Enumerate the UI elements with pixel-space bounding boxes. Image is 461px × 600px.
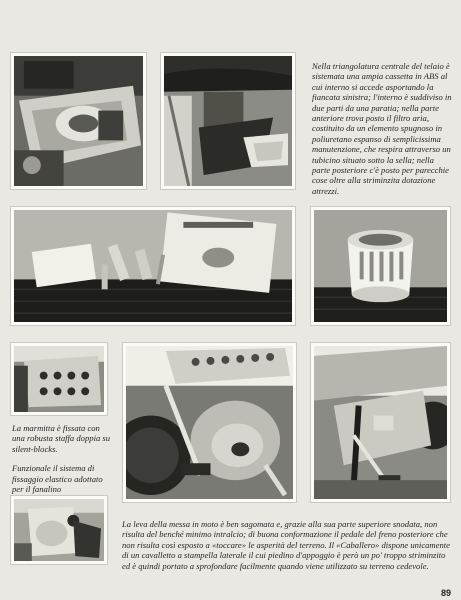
caption-exhaust-taillight [12, 423, 112, 494]
side-stand-image [314, 346, 447, 499]
tools-kit-image [14, 210, 292, 322]
photo-tools-kit [10, 206, 296, 326]
exhaust-bracket-image [14, 346, 104, 412]
photo-kickstart-lever [122, 342, 297, 503]
photo-side-stand [310, 342, 451, 503]
photo-exhaust-bracket [10, 342, 108, 416]
photo-taillight-mount [10, 495, 108, 565]
photo-air-filter [310, 206, 451, 326]
toolbox-open-image [14, 56, 143, 186]
kickstart-lever-image [126, 346, 293, 499]
photo-toolbox-side [160, 52, 296, 190]
taillight-mount-image [14, 499, 104, 561]
toolbox-side-image [164, 56, 292, 186]
air-filter-image [314, 210, 447, 322]
photo-toolbox-open [10, 52, 147, 190]
caption-taillight: Funzionale il sistema di fissaggio elastico adottato per il fanalino [12, 463, 103, 495]
caption-exhaust: La marmitta è fissata con una robusta staffa doppia su silent-blocks. [12, 423, 111, 454]
caption-toolbox: Nella triangolatura centrale del telaio è sistemata una ampia cassetta in ABS al cui interno si accede asportando la fiancata sinistra; l'interno è suddiviso in due parti da una paratia; nella parte anteriore trova posto il filtro aria, costituito da un elemento spugnoso in poliuretano espanso di semplicissima manutenzione, che respira attraverso un tubicino situato sotto la sella; nella parte posteriore c'è posto per parecchie cose oltre alla striminzita dotazione attrezzi. [312, 61, 452, 196]
page-number: 89 [440, 588, 451, 598]
caption-kickstart: La leva della messa in moto è ben sagomata e, grazie alla sua parte superiore snodata, non risulta del benché minimo intralcio; di buona conformazione il pedale del freno posteriore che non risulta così esposto a «toccare» le asperità del terreno. Il «Caballero» dispone unicamente di un cavalletto a stampella laterale il cui piedino d'appoggio è però un po' troppo striminzito ed è quindi portato a sprofondare facilmente quando viene utilizzato su terreno cedevole. [122, 519, 450, 571]
